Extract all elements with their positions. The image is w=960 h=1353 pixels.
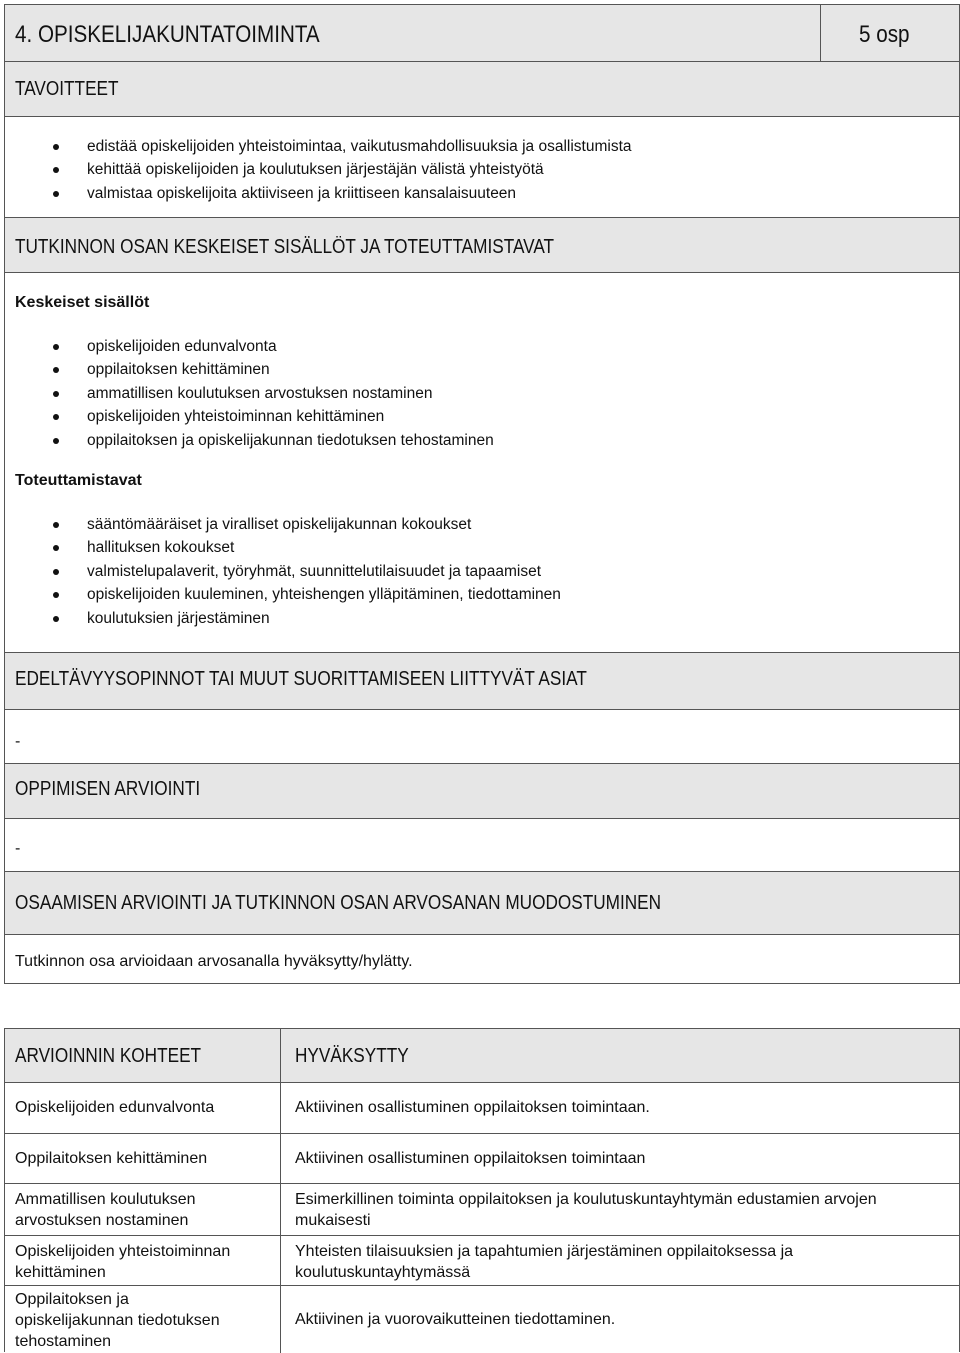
list-item: valmistelupalaverit, työryhmät, suunnittelutilaisuudet ja tapaamiset (1, 560, 561, 583)
criteria-target-5 (15, 1289, 220, 1352)
list-item: sääntömääräiset ja viralliset opiskelijakunnan kokoukset (1, 513, 561, 536)
cell-line: Oppilaitoksen ja (15, 1291, 129, 1308)
cell-line: tehostaminen (15, 1333, 112, 1350)
methods-list (1, 513, 561, 630)
methods-label: Toteuttamistavat (15, 472, 142, 489)
list-item: opiskelijoiden kuuleminen, yhteishengen ylläpitäminen, tiedottaminen (1, 583, 561, 606)
criteria-approved-5: Aktiivinen ja vuorovaikutteinen tiedottaminen. (295, 1311, 616, 1328)
goals-heading: TAVOITTEET (15, 78, 119, 100)
list-item: valmistaa opiskelijoita aktiiviseen ja kriittiseen kansalaisuuteen (1, 182, 632, 205)
criteria-approved-1: Aktiivinen osallistuminen oppilaitoksen toimintaan. (295, 1099, 650, 1116)
module-title: 4. OPISKELIJAKUNTATOIMINTA (15, 21, 320, 48)
learning-assessment-heading: OPPIMISEN ARVIOINTI (15, 778, 201, 800)
criteria-target-1: Opiskelijoiden edunvalvonta (15, 1099, 215, 1116)
core-contents-label: Keskeiset sisällöt (15, 294, 150, 311)
list-item: opiskelijoiden yhteistoiminnan kehittäminen (1, 405, 494, 428)
criteria-approved-4 (295, 1241, 793, 1283)
divider (5, 272, 959, 273)
list-item: oppilaitoksen kehittäminen (1, 358, 494, 381)
list-item: hallituksen kokoukset (1, 536, 561, 559)
criteria-target-2: Oppilaitoksen kehittäminen (15, 1150, 208, 1167)
competence-assessment-text: Tutkinnon osa arvioidaan arvosanalla hyväksytty/hylätty. (15, 953, 413, 970)
divider (5, 709, 959, 710)
core-contents-list (1, 335, 494, 452)
cell-line: Opiskelijoiden yhteistoiminnan (15, 1243, 231, 1260)
divider (5, 1082, 959, 1083)
list-item: oppilaitoksen ja opiskelijakunnan tiedotuksen tehostaminen (1, 429, 494, 452)
cell-line: koulutuskuntayhtymässä (295, 1264, 471, 1281)
cell-line: opiskelijakunnan tiedotuksen (15, 1312, 220, 1329)
cell-line: Esimerkillinen toiminta oppilaitoksen ja koulutuskuntayhtymän edustamien arvojen (295, 1191, 877, 1208)
divider (5, 818, 959, 819)
list-item: opiskelijoiden edunvalvonta (1, 335, 494, 358)
criteria-target-3 (15, 1189, 196, 1231)
criteria-table (4, 1028, 960, 1352)
competence-assessment-heading: OSAAMISEN ARVIOINTI JA TUTKINNON OSAN ARVOSANAN MUODOSTUMINEN (15, 892, 662, 914)
goals-header-row (5, 62, 959, 116)
cell-line: Yhteisten tilaisuuksien ja tapahtumien järjestäminen oppilaitoksessa ja (295, 1243, 794, 1260)
cell-line: mukaisesti (295, 1212, 371, 1229)
divider (5, 1183, 959, 1184)
divider (5, 116, 959, 117)
list-item: koulutuksien järjestäminen (1, 607, 561, 630)
criteria-header-target: ARVIOINNIN KOHTEET (15, 1045, 202, 1067)
module-box (4, 4, 960, 984)
prerequisites-value: - (15, 733, 21, 750)
divider (5, 1235, 959, 1236)
cell-line: kehittäminen (15, 1264, 106, 1281)
criteria-target-4 (15, 1241, 230, 1283)
prerequisites-heading: EDELTÄVYYSOPINNOT TAI MUUT SUORITTAMISEEN LIITTYVÄT ASIAT (15, 668, 587, 690)
column-divider (280, 1029, 281, 1353)
list-item: edistää opiskelijoiden yhteistoimintaa, vaikutusmahdollisuuksia ja osallistumista (1, 135, 632, 158)
learning-assessment-value: - (15, 840, 21, 857)
title-divider (820, 5, 821, 61)
divider (5, 934, 959, 935)
goals-list (1, 135, 632, 205)
list-item: ammatillisen koulutuksen arvostuksen nostaminen (1, 382, 494, 405)
cell-line: arvostuksen nostaminen (15, 1212, 189, 1229)
criteria-header-approved: HYVÄKSYTTY (295, 1045, 409, 1067)
criteria-approved-3 (295, 1189, 877, 1231)
divider (5, 1133, 959, 1134)
cell-line: Ammatillisen koulutuksen (15, 1191, 196, 1208)
list-item: kehittää opiskelijoiden ja koulutuksen järjestäjän välistä yhteistyötä (1, 158, 632, 181)
criteria-approved-2: Aktiivinen osallistuminen oppilaitoksen toimintaan (295, 1150, 646, 1167)
module-credits: 5 osp (859, 21, 910, 48)
contents-heading: TUTKINNON OSAN KESKEISET SISÄLLÖT JA TOTEUTTAMISTAVAT (15, 236, 555, 258)
divider (5, 1285, 959, 1286)
